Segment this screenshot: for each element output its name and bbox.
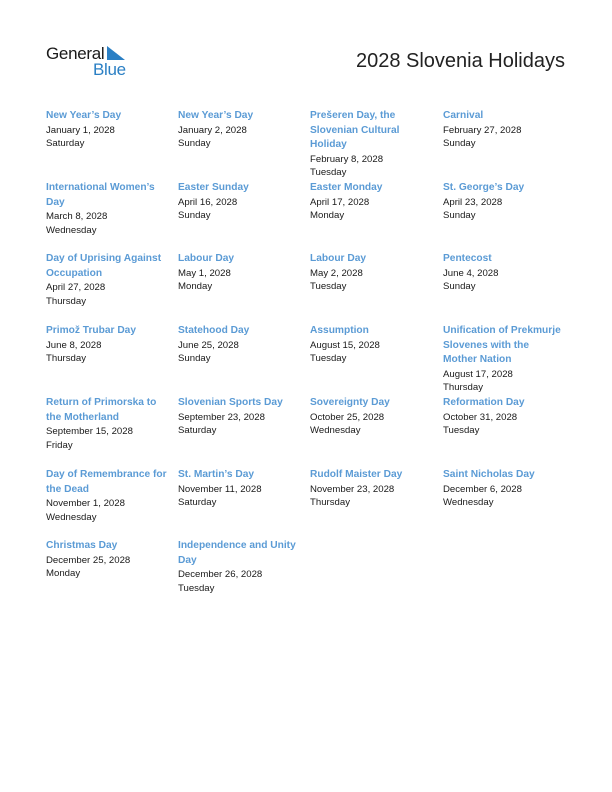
holiday-item [443, 468, 565, 510]
holiday-item [178, 324, 300, 366]
holiday-date: March 8, 2028 [46, 211, 108, 222]
holiday-date: September 23, 2028 [178, 411, 265, 423]
holiday-item [46, 181, 168, 237]
holiday-date: December 25, 2028 [46, 554, 131, 566]
holiday-name: Saint Nicholas Day [443, 469, 535, 480]
holiday-weekday: Tuesday [310, 281, 347, 293]
holiday-item [443, 109, 565, 151]
holiday-weekday: Saturday [178, 497, 217, 509]
holiday-date: June 8, 2028 [46, 339, 102, 351]
holiday-item [178, 468, 300, 510]
holiday-date: August 15, 2028 [310, 339, 380, 351]
holiday-name: Statehood Day [178, 325, 250, 336]
holiday-item [46, 324, 168, 366]
holiday-item [310, 252, 432, 294]
holiday-item [178, 181, 300, 223]
holiday-item [46, 396, 168, 452]
holiday-weekday: Thursday [443, 382, 483, 394]
holiday-weekday: Sunday [178, 210, 211, 222]
holiday-name: St. Martin’s Day [178, 469, 255, 480]
holiday-date: October 25, 2028 [310, 411, 385, 423]
holiday-name: Rudolf Maister Day [310, 469, 403, 480]
holiday-date: January 2, 2028 [178, 124, 247, 136]
holiday-date: February 27, 2028 [443, 124, 522, 136]
holiday-name: Sovereignty Day [310, 397, 390, 408]
page-title: 2028 Slovenia Holidays [355, 50, 565, 72]
holiday-date: April 17, 2028 [310, 196, 370, 208]
holiday-item [46, 252, 168, 308]
holiday-weekday: Monday [178, 281, 213, 293]
holiday-weekday: Tuesday [443, 425, 480, 437]
holiday-item [178, 396, 300, 438]
holiday-weekday: Sunday [443, 138, 476, 150]
holiday-item [443, 252, 565, 294]
holiday-name: Return of Primorska to the Motherland [46, 397, 157, 423]
holiday-date: April 16, 2028 [178, 196, 238, 208]
holiday-date: November 23, 2028 [310, 483, 395, 495]
holiday-name: Christmas Day [46, 540, 118, 551]
holiday-weekday: Thursday [46, 295, 86, 307]
holiday-name: Pentecost [443, 253, 492, 264]
holiday-weekday: Wednesday [310, 425, 361, 437]
holiday-name: Independence and Unity Day [178, 540, 296, 566]
holiday-date: January 1, 2028 [46, 124, 115, 136]
holiday-item [178, 252, 300, 294]
holiday-item [178, 539, 300, 595]
holiday-item [443, 324, 565, 395]
holiday-date: September 15, 2028 [46, 426, 133, 437]
holiday-weekday: Wednesday [46, 224, 97, 236]
holiday-name: International Women’s Day [46, 182, 155, 208]
holiday-name: Labour Day [178, 253, 235, 264]
holiday-name: Easter Sunday [178, 182, 249, 193]
holiday-date: June 25, 2028 [178, 339, 239, 351]
holiday-weekday: Wednesday [46, 511, 97, 523]
holiday-name: Prešeren Day, the Slovenian Cultural Holiday [310, 110, 400, 150]
holiday-weekday: Wednesday [443, 497, 494, 509]
holiday-name: Day of Remembrance for the Dead [46, 469, 167, 495]
holiday-item [310, 181, 432, 223]
holiday-name: New Year’s Day [178, 110, 254, 121]
holiday-item [310, 468, 432, 510]
holiday-date: November 1, 2028 [46, 498, 125, 509]
holiday-weekday: Sunday [443, 210, 476, 222]
holiday-item [310, 324, 432, 366]
holiday-name: New Year’s Day [46, 110, 122, 121]
holiday-weekday: Thursday [310, 497, 350, 509]
holiday-date: October 31, 2028 [443, 411, 518, 423]
holiday-name: Easter Monday [310, 182, 383, 193]
holiday-name: Assumption [310, 325, 369, 336]
holiday-name: St. George’s Day [443, 182, 525, 193]
logo-word-general: General [46, 44, 105, 63]
holiday-weekday: Tuesday [310, 167, 347, 179]
holiday-weekday: Sunday [178, 353, 211, 365]
holiday-weekday: Saturday [178, 425, 217, 437]
holiday-item [46, 109, 168, 151]
holiday-date: May 1, 2028 [178, 267, 231, 279]
holiday-item [46, 468, 168, 524]
holiday-weekday: Monday [310, 210, 345, 222]
holiday-weekday: Tuesday [178, 582, 215, 594]
holiday-date: May 2, 2028 [310, 267, 363, 279]
holiday-weekday: Saturday [46, 138, 85, 150]
holiday-date: August 17, 2028 [443, 368, 513, 380]
holiday-name: Slovenian Sports Day [178, 397, 283, 408]
holiday-date: December 6, 2028 [443, 483, 522, 495]
holiday-weekday: Tuesday [310, 353, 347, 365]
holiday-item [443, 396, 565, 438]
holiday-item [178, 109, 300, 151]
holiday-item [310, 396, 432, 438]
holiday-weekday: Sunday [178, 138, 211, 150]
holiday-weekday: Sunday [443, 281, 476, 293]
holiday-name: Primož Trubar Day [46, 325, 137, 336]
holiday-item [46, 539, 168, 581]
generalblue-logo [46, 44, 136, 80]
holiday-weekday: Thursday [46, 353, 86, 365]
holiday-weekday: Monday [46, 568, 81, 580]
holiday-name: Labour Day [310, 253, 367, 264]
holiday-date: June 4, 2028 [443, 267, 499, 279]
holiday-date: February 8, 2028 [310, 153, 384, 165]
holiday-name: Day of Uprising Against Occupation [46, 253, 162, 279]
holiday-date: November 11, 2028 [178, 483, 262, 495]
logo-word-blue: Blue [93, 60, 126, 79]
holiday-date: April 27, 2028 [46, 282, 106, 293]
holiday-date: April 23, 2028 [443, 196, 503, 208]
holiday-date: December 26, 2028 [178, 569, 263, 580]
holiday-weekday: Friday [46, 439, 73, 451]
holiday-item [443, 181, 565, 223]
holiday-name: Reformation Day [443, 397, 525, 408]
holiday-name: Carnival [443, 110, 484, 121]
holiday-item [310, 109, 432, 180]
holiday-name: Unification of Prekmurje Slovenes with the Mother Nation [443, 325, 561, 365]
